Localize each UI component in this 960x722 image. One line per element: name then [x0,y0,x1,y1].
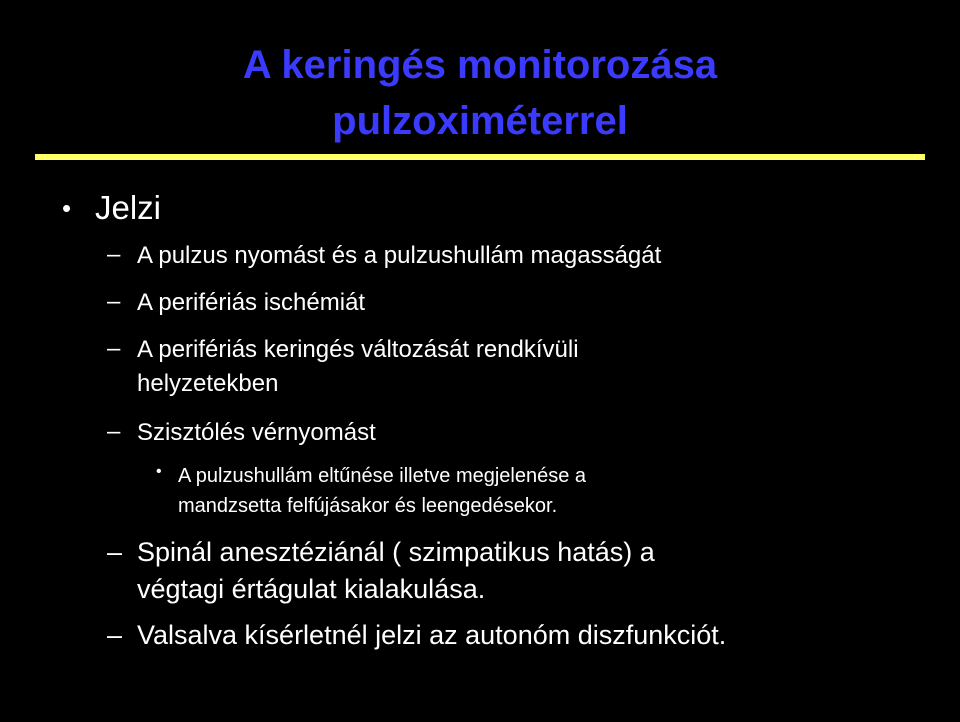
list-item-systolic-pressure: Szisztólés vérnyomást [137,419,376,446]
bullet-icon: • [62,193,72,223]
dash-icon: – [107,620,123,650]
bullet-jelzi: Jelzi [95,189,162,226]
list-item-pulse-pressure: A pulzus nyomást és a pulzushullám magasságát [137,242,662,269]
slide-title-line-2: pulzoximéterrel [332,99,628,143]
list-item-spinal-anesthesia-cont: végtagi értágulat kialakulása. [137,574,486,604]
dash-icon: – [107,241,121,268]
list-item-spinal-anesthesia: Spinál anesztéziánál ( szimpatikus hatás) a [137,537,655,567]
sub-item-pulse-wave-cont: mandzsetta felfújásakor és leengedésekor. [178,495,558,517]
list-item-valsalva: Valsalva kísérletnél jelzi az autonóm diszfunkciót. [137,620,727,650]
list-item-peripheral-circulation: A perifériás keringés változását rendkívüli [137,336,579,363]
list-item-peripheral-circulation-cont: helyzetekben [137,370,279,397]
title-divider [35,154,925,160]
slide-title-line-1: A keringés monitorozása [242,43,718,87]
sub-item-pulse-wave: A pulzushullám eltűnése illetve megjelenése a [178,465,587,487]
list-item-peripheral-ischemia: A perifériás ischémiát [137,289,366,316]
dash-icon: – [107,537,123,567]
bullet-icon: • [156,463,162,480]
dash-icon: – [107,335,121,362]
dash-icon: – [107,418,121,445]
dash-icon: – [107,288,121,315]
